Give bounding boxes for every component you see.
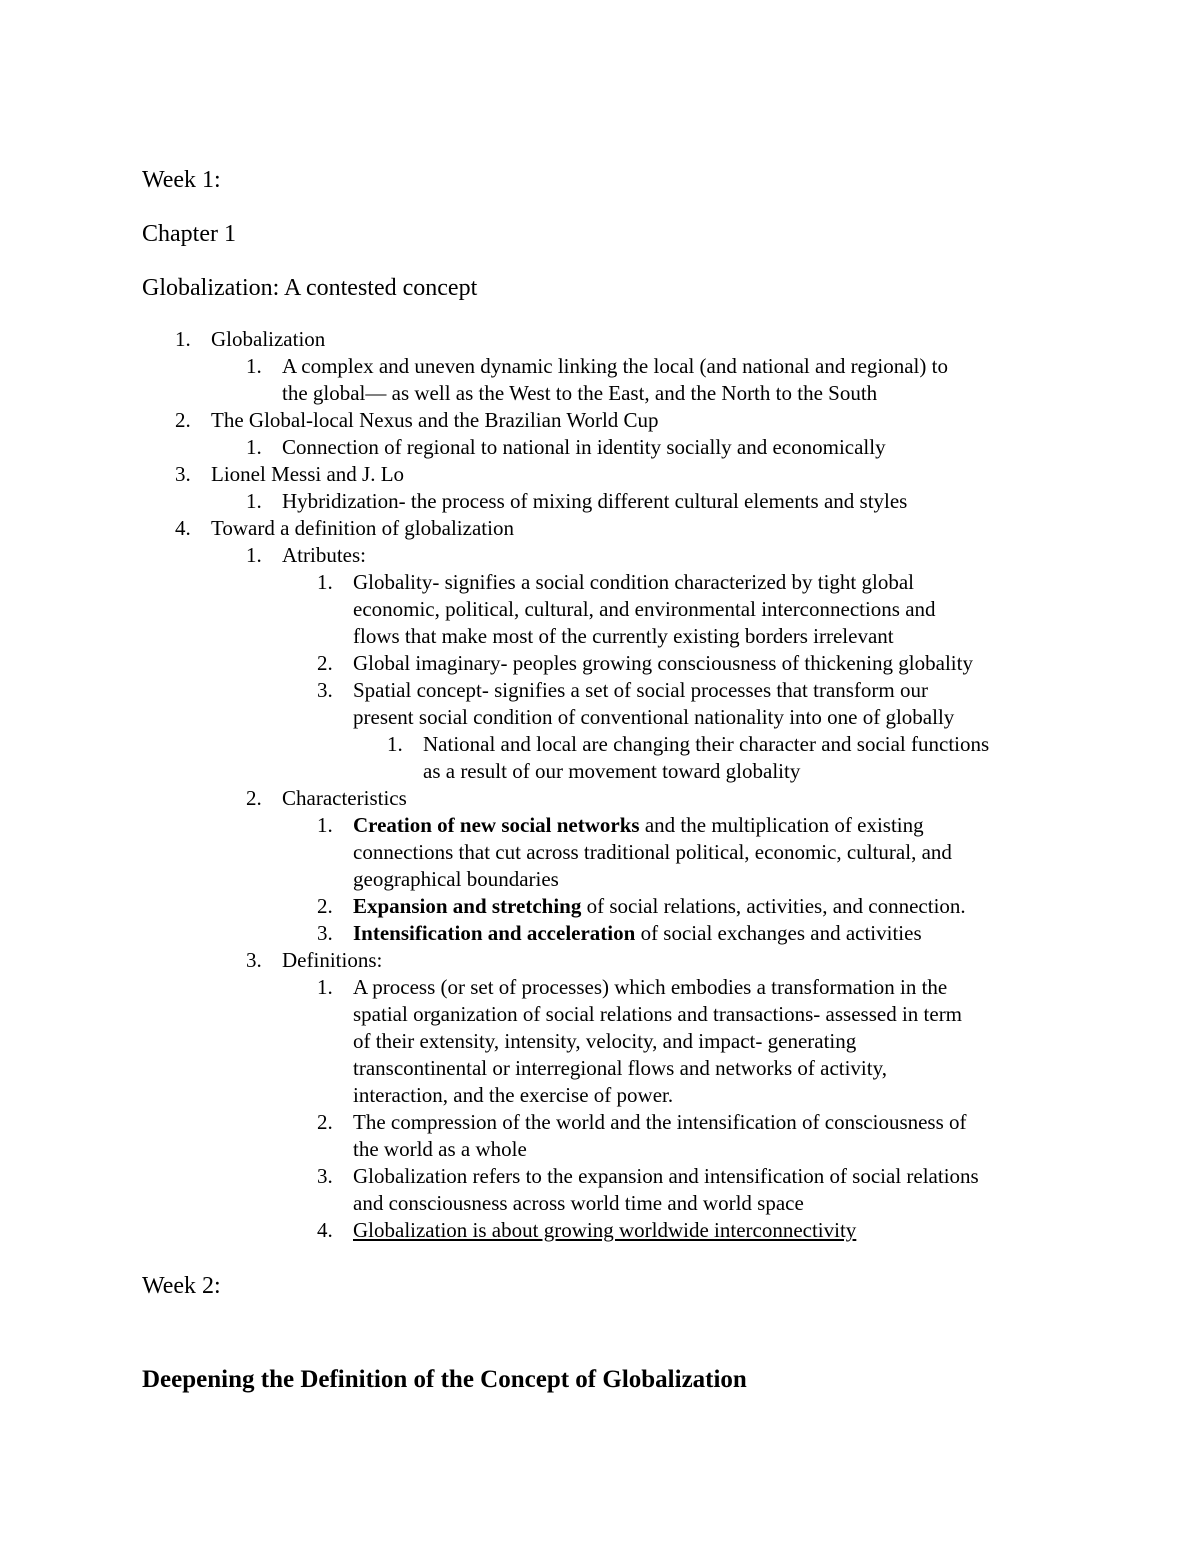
list-item	[0, 353, 1200, 380]
list-item	[0, 326, 1200, 353]
outline-list	[0, 326, 1200, 1244]
list-text: economic, political, cultural, and environmental interconnections and	[353, 597, 936, 621]
list-text: spatial organization of social relations and transactions- assessed in term	[353, 1002, 963, 1026]
list-item-continuation	[0, 1190, 1200, 1217]
list-text: The Global-local Nexus and the Brazilian World Cup	[211, 408, 659, 432]
list-text: connections that cut across traditional political, economic, cultural, and	[353, 840, 952, 864]
list-text-rest: of social relations, activities, and connection.	[581, 894, 966, 918]
list-text: interaction, and the exercise of power.	[353, 1083, 674, 1107]
list-number: 3.	[246, 948, 262, 972]
list-text: Toward a definition of globalization	[211, 516, 514, 540]
list-text: as a result of our movement toward globality	[423, 759, 801, 783]
list-text: transcontinental or interregional flows and networks of activity,	[353, 1056, 887, 1080]
list-item	[0, 488, 1200, 515]
list-text: National and local are changing their character and social functions	[423, 732, 990, 756]
section-heading: Deepening the Definition of the Concept of Globalization	[142, 1366, 747, 1393]
list-text: Spatial concept- signifies a set of social processes that transform our	[353, 678, 928, 702]
list-text: Lionel Messi and J. Lo	[211, 462, 405, 486]
list-text-rest: of social exchanges and activities	[635, 921, 922, 945]
list-text: Hybridization- the process of mixing different cultural elements and styles	[282, 489, 908, 513]
list-number: 1.	[387, 732, 403, 756]
list-item	[0, 569, 1200, 596]
list-text: A process (or set of processes) which embodies a transformation in the	[353, 975, 948, 999]
list-item-continuation	[0, 623, 1200, 650]
list-item	[0, 677, 1200, 704]
list-number: 1.	[246, 489, 262, 513]
list-item	[0, 1109, 1200, 1136]
list-text: Definitions:	[282, 948, 383, 972]
list-text	[353, 920, 922, 947]
list-text: flows that make most of the currently existing borders irrelevant	[353, 624, 894, 648]
list-number: 4.	[175, 516, 191, 540]
list-text: Global imaginary- peoples growing consciousness of thickening globality	[353, 651, 973, 675]
list-text: The compression of the world and the intensification of consciousness of	[353, 1110, 967, 1134]
list-number: 3.	[317, 678, 333, 702]
list-number: 3.	[175, 462, 191, 486]
bold-term: Creation of new social networks	[353, 813, 640, 837]
list-item	[0, 407, 1200, 434]
section-title: Globalization: A contested concept	[142, 275, 478, 301]
list-text: the world as a whole	[353, 1137, 527, 1161]
list-item	[0, 515, 1200, 542]
list-item-continuation	[0, 596, 1200, 623]
list-number: 1.	[317, 975, 333, 999]
list-item	[0, 893, 1200, 920]
list-item	[0, 542, 1200, 569]
list-number: 1.	[317, 813, 333, 837]
list-number: 4.	[317, 1218, 333, 1242]
list-item-continuation	[0, 1136, 1200, 1163]
list-number: 1.	[246, 543, 262, 567]
list-item	[0, 731, 1200, 758]
list-item	[0, 974, 1200, 1001]
list-item	[0, 461, 1200, 488]
list-item-continuation	[0, 704, 1200, 731]
week-1-heading: Week 1:	[142, 167, 221, 193]
list-number: 2.	[175, 408, 191, 432]
list-text: Globality- signifies a social condition characterized by tight global	[353, 570, 915, 594]
list-text	[353, 893, 966, 920]
list-number: 1.	[246, 354, 262, 378]
list-number: 2.	[317, 1110, 333, 1134]
list-item	[0, 650, 1200, 677]
underlined-text: Globalization is about growing worldwide interconnectivity	[353, 1218, 857, 1242]
chapter-heading: Chapter 1	[142, 221, 236, 247]
bold-term: Intensification and acceleration	[353, 921, 636, 945]
list-item-continuation	[0, 866, 1200, 893]
list-item	[0, 1163, 1200, 1190]
list-text: of their extensity, intensity, velocity, and impact- generating	[353, 1029, 857, 1053]
list-number: 1.	[246, 435, 262, 459]
list-number: 3.	[317, 1164, 333, 1188]
list-item	[0, 947, 1200, 974]
list-text: present social condition of conventional nationality into one of globally	[353, 705, 955, 729]
list-text-rest: and the multiplication of existing	[639, 813, 924, 837]
list-number: 2.	[317, 651, 333, 675]
list-number: 2.	[317, 894, 333, 918]
list-text: geographical boundaries	[353, 867, 559, 891]
list-item	[0, 812, 1200, 839]
list-text: Globalization refers to the expansion and intensification of social relations	[353, 1164, 979, 1188]
list-item-continuation	[0, 1082, 1200, 1109]
list-number: 1.	[317, 570, 333, 594]
list-number: 2.	[246, 786, 262, 810]
week-2-heading: Week 2:	[142, 1273, 221, 1299]
list-item	[0, 785, 1200, 812]
list-item	[0, 1217, 1200, 1244]
list-item-continuation	[0, 1001, 1200, 1028]
bold-term: Expansion and stretching	[353, 894, 582, 918]
list-text: the global— as well as the West to the East, and the North to the South	[282, 381, 878, 405]
list-text	[353, 812, 924, 839]
list-item	[0, 920, 1200, 947]
list-number: 1.	[175, 327, 191, 351]
list-text: Characteristics	[282, 786, 407, 810]
list-text: Globalization	[211, 327, 326, 351]
list-item-continuation	[0, 1028, 1200, 1055]
list-text: and consciousness across world time and world space	[353, 1191, 804, 1215]
list-number: 3.	[317, 921, 333, 945]
list-item-continuation	[0, 1055, 1200, 1082]
list-item	[0, 434, 1200, 461]
list-item-continuation	[0, 380, 1200, 407]
list-item-continuation	[0, 839, 1200, 866]
list-text: Atributes:	[282, 543, 366, 567]
list-item-continuation	[0, 758, 1200, 785]
list-text: A complex and uneven dynamic linking the local (and national and regional) to	[282, 354, 948, 378]
list-text: Connection of regional to national in identity socially and economically	[282, 435, 886, 459]
